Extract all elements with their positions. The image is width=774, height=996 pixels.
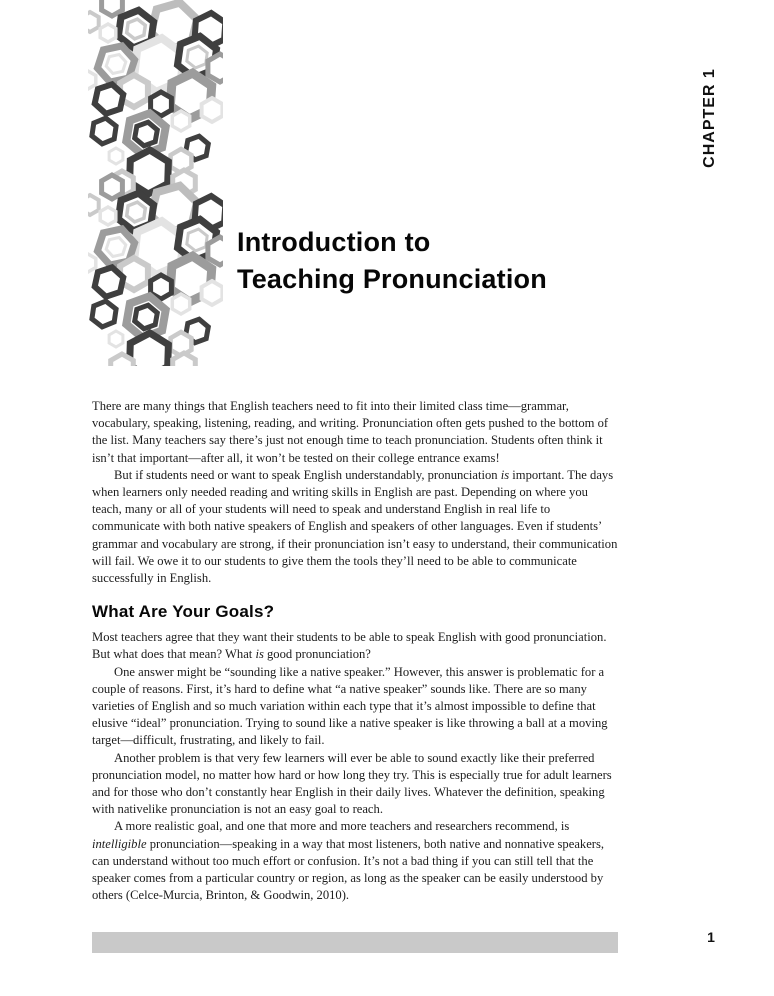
footer-bar [92,932,618,953]
chapter-title [237,224,547,298]
chapter-tab [701,68,719,168]
paragraph: Most teachers agree that they want their students to be able to speak English with good pronunciation. But what does that mean? What is good pronunciation? [92,630,607,662]
paragraph: A more realistic goal, and one that more and more teachers and researchers recommend, is intelligible pronunciation—speaking in a way that most listeners, both native and nonnative speakers, can understand without too much effort or confusion. It’s not a bad thing if you can still tell that the speaker comes from a particular country or region, as long as the speaker can be easily understood by others (Celce-Murcia, Brinton, & Goodwin, 2010). [92,819,605,903]
section-heading: What Are Your Goals? [92,602,275,622]
paragraph: There are many things that English teachers need to fit into their limited class time—grammar, vocabulary, speaking, listening, reading, and writing. Pronunciation often gets pushed to the bottom of the list. Many teachers say there’s just not enough time to teach pronunciation. Students often think it isn’t that important—after all, it won’t be tested on their college entrance exams! [92,399,609,465]
chapter-tab-label: CHAPTER 1 [701,68,718,168]
paragraph: Another problem is that very few learners will ever be able to sound exactly like their preferred pronunciation model, no matter how hard or how long they try. This is especially true for adult learners and for those who don’t constantly hear English in their daily lives. Whatever the definition, speaking with nativelike pronunciation is not an easy goal to reach. [92,750,612,817]
hexagon-pattern [88,0,223,366]
page-number: 1 [707,929,715,945]
body-text [92,398,619,904]
paragraph: But if students need or want to speak English understandably, pronunciation is important. The days when learners only needed reading and writing skills in English are past. Depending on where you teach, many or all of your students will need to speak and understand English in real life to communicate with both native speakers of English and speakers of other languages. Even if students’ grammar and vocabulary are strong, if their pronunciation isn’t easy to understand, their communication will fail. We owe it to our students to give them the tools they’ll need to be able to communicate successfully in English. [92,467,618,586]
paragraph: One answer might be “sounding like a native speaker.” However, this answer is problematic for a couple of reasons. First, it’s hard to define what “a native speaker” sounds like. There are so many varieties of English and so much variation within each type that it’s almost impossible to define that elusive “ideal” pronunciation. Trying to sound like a native speaker is like throwing a ball at a moving target—difficult, frustrating, and likely to fail. [92,664,608,748]
chapter-title-line1: Introduction to [237,227,431,257]
chapter-title-line2: Teaching Pronunciation [237,264,547,294]
